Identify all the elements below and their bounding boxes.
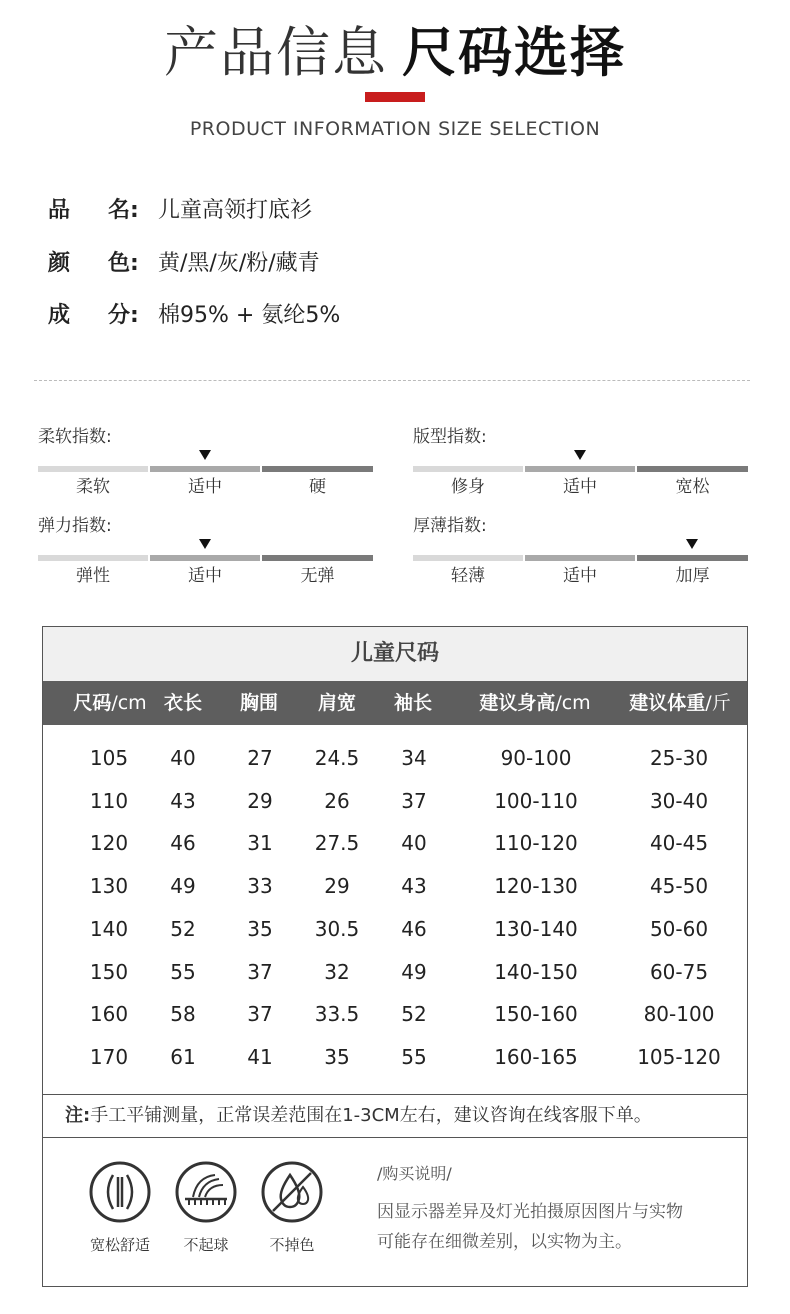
table-cell: 52 (401, 1002, 427, 1027)
table-cell: 35 (324, 1044, 350, 1069)
table-cell: 35 (247, 916, 273, 941)
thickness-scale (413, 555, 748, 586)
table-cell: 49 (401, 959, 427, 984)
table-cell: 24.5 (314, 746, 360, 770)
title-divider (365, 92, 425, 102)
table-cell: 40 (401, 831, 427, 856)
scale-label: 适中 (188, 477, 222, 497)
table-cell: 170 (89, 1044, 129, 1069)
feature-label: 不起球 (183, 1236, 229, 1254)
scale-segment (150, 555, 260, 561)
table-cell: 32 (324, 959, 350, 984)
header-height: 建议身高/cm (479, 692, 591, 714)
scale-label: 柔软 (76, 477, 110, 497)
elasticity-scale (38, 555, 373, 586)
header-shoulder: 肩宽 (317, 692, 356, 714)
table-cell: 105 (89, 746, 129, 770)
measurement-note: 注:手工平铺测量，正常误差范围在1-3CM左右，建议咨询在线客服下单。 (65, 1105, 652, 1126)
table-cell: 50-60 (649, 916, 709, 941)
table-cell: 30-40 (649, 788, 709, 813)
softness-index-title: 柔软指数: (38, 427, 112, 447)
note-divider-bottom (43, 1137, 747, 1138)
scale-segment (525, 555, 635, 561)
scale-segment (637, 466, 748, 472)
table-cell: 55 (170, 959, 196, 984)
table-cell: 30.5 (314, 916, 360, 941)
header-length: 衣长 (163, 692, 202, 714)
table-cell: 40 (170, 746, 196, 770)
table-cell: 120-130 (494, 874, 578, 899)
scale-label: 宽松 (675, 477, 710, 497)
scale-label: 无弹 (300, 566, 335, 586)
note-divider-top (43, 1094, 747, 1095)
info-row-color (48, 249, 320, 279)
table-cell: 130 (89, 874, 129, 899)
scale-segment (38, 555, 148, 561)
table-cell: 29 (247, 788, 273, 813)
table-cell: 160 (89, 1002, 129, 1027)
feature-loose-fit (89, 1161, 151, 1227)
loose-fit-icon (89, 1161, 151, 1223)
table-cell: 33 (247, 874, 273, 899)
scale-marker-icon (199, 450, 211, 460)
feature-label: 宽松舒适 (89, 1236, 150, 1254)
scale-label: 适中 (563, 477, 597, 497)
table-cell: 110-120 (494, 831, 578, 856)
table-cell: 58 (170, 1002, 196, 1027)
table-cell: 25-30 (649, 746, 709, 770)
scale-segment (262, 555, 373, 561)
page-title (0, 18, 790, 88)
table-cell: 46 (170, 831, 196, 856)
header-chest: 胸围 (239, 692, 278, 714)
table-cell: 55 (401, 1044, 427, 1069)
purchase-notes-line2: 可能存在细微差别，以实物为主。 (377, 1232, 632, 1252)
feature-no-pilling (175, 1161, 237, 1227)
table-cell: 80-100 (643, 1002, 715, 1027)
scale-segment (262, 466, 373, 472)
table-cell: 130-140 (494, 916, 578, 941)
table-cell: 160-165 (494, 1044, 578, 1069)
no-fading-icon (261, 1161, 323, 1223)
table-cell: 26 (324, 788, 350, 813)
scale-label: 轻薄 (451, 566, 485, 586)
table-cell: 31 (247, 831, 273, 856)
scale-label: 修身 (451, 477, 485, 497)
scale-segment (413, 466, 523, 472)
page-subtitle: PRODUCT INFORMATION SIZE SELECTION (189, 118, 601, 140)
table-cell: 140-150 (494, 959, 578, 984)
header-weight: 建议体重/斤 (629, 692, 731, 714)
table-cell: 140 (89, 916, 129, 941)
info-value: 黄/黑/灰/粉/藏青 (158, 251, 320, 276)
softness-scale (38, 466, 373, 497)
section-divider (34, 380, 750, 381)
table-cell: 120 (89, 831, 129, 856)
scale-marker-icon (574, 450, 586, 460)
table-cell: 37 (247, 1002, 273, 1027)
info-row-name (48, 196, 312, 226)
table-cell: 61 (170, 1044, 196, 1069)
table-cell: 37 (247, 959, 273, 984)
scale-label: 弹性 (76, 566, 110, 586)
table-cell: 27 (247, 746, 273, 770)
table-cell: 34 (401, 746, 427, 770)
table-cell: 105-120 (637, 1044, 721, 1069)
size-table (42, 626, 748, 1287)
feature-no-fading (261, 1161, 323, 1227)
info-row-material (48, 301, 340, 331)
scale-marker-icon (199, 539, 211, 549)
table-cell: 90-100 (500, 746, 572, 770)
scale-segment (637, 555, 748, 561)
table-cell: 100-110 (494, 788, 578, 813)
scale-label: 适中 (188, 566, 222, 586)
info-value: 儿童高领打底衫 (158, 198, 313, 223)
table-cell: 150 (89, 959, 129, 984)
table-cell: 29 (324, 874, 350, 899)
table-cell: 43 (170, 788, 196, 813)
purchase-notes-line1: 因显示器差异及灯光拍摄原因图片与实物 (377, 1202, 683, 1222)
table-cell: 45-50 (649, 874, 709, 899)
table-cell: 110 (89, 788, 129, 813)
table-cell: 41 (247, 1044, 273, 1069)
table-cell: 150-160 (494, 1002, 578, 1027)
table-cell: 49 (170, 874, 196, 899)
table-cell: 60-75 (649, 959, 709, 984)
info-label: 颜 色: (48, 251, 139, 276)
table-header-row (43, 681, 747, 725)
scale-label: 适中 (563, 566, 597, 586)
scale-label: 硬 (309, 477, 326, 497)
fit-scale (413, 466, 748, 497)
table-cell: 46 (401, 916, 427, 941)
scale-label: 加厚 (675, 566, 710, 586)
scale-segment (150, 466, 260, 472)
table-cell: 52 (170, 916, 196, 941)
scale-marker-icon (686, 539, 698, 549)
table-cell: 40-45 (649, 831, 709, 856)
info-label: 品 名: (48, 198, 139, 223)
thickness-index-title: 厚薄指数: (413, 516, 487, 536)
scale-segment (413, 555, 523, 561)
purchase-notes-title: /购买说明/ (377, 1164, 452, 1183)
table-cell: 43 (401, 874, 427, 899)
elasticity-index-title: 弹力指数: (38, 516, 112, 536)
title-bold: 尺码选择 (402, 21, 626, 84)
feature-label: 不掉色 (269, 1236, 315, 1254)
header-size: 尺码/cm (73, 692, 147, 714)
table-cell: 37 (401, 788, 427, 813)
table-caption: 儿童尺码 (43, 627, 747, 681)
scale-segment (525, 466, 635, 472)
header-sleeve: 袖长 (393, 692, 432, 714)
fit-index-title: 版型指数: (413, 427, 487, 447)
info-value: 棉95% + 氨纶5% (158, 303, 341, 328)
title-light: 产品信息 (164, 21, 388, 84)
no-pilling-icon (175, 1161, 237, 1223)
table-cell: 33.5 (314, 1002, 360, 1027)
info-label: 成 分: (48, 303, 139, 328)
scale-segment (38, 466, 148, 472)
table-cell: 27.5 (314, 831, 360, 856)
